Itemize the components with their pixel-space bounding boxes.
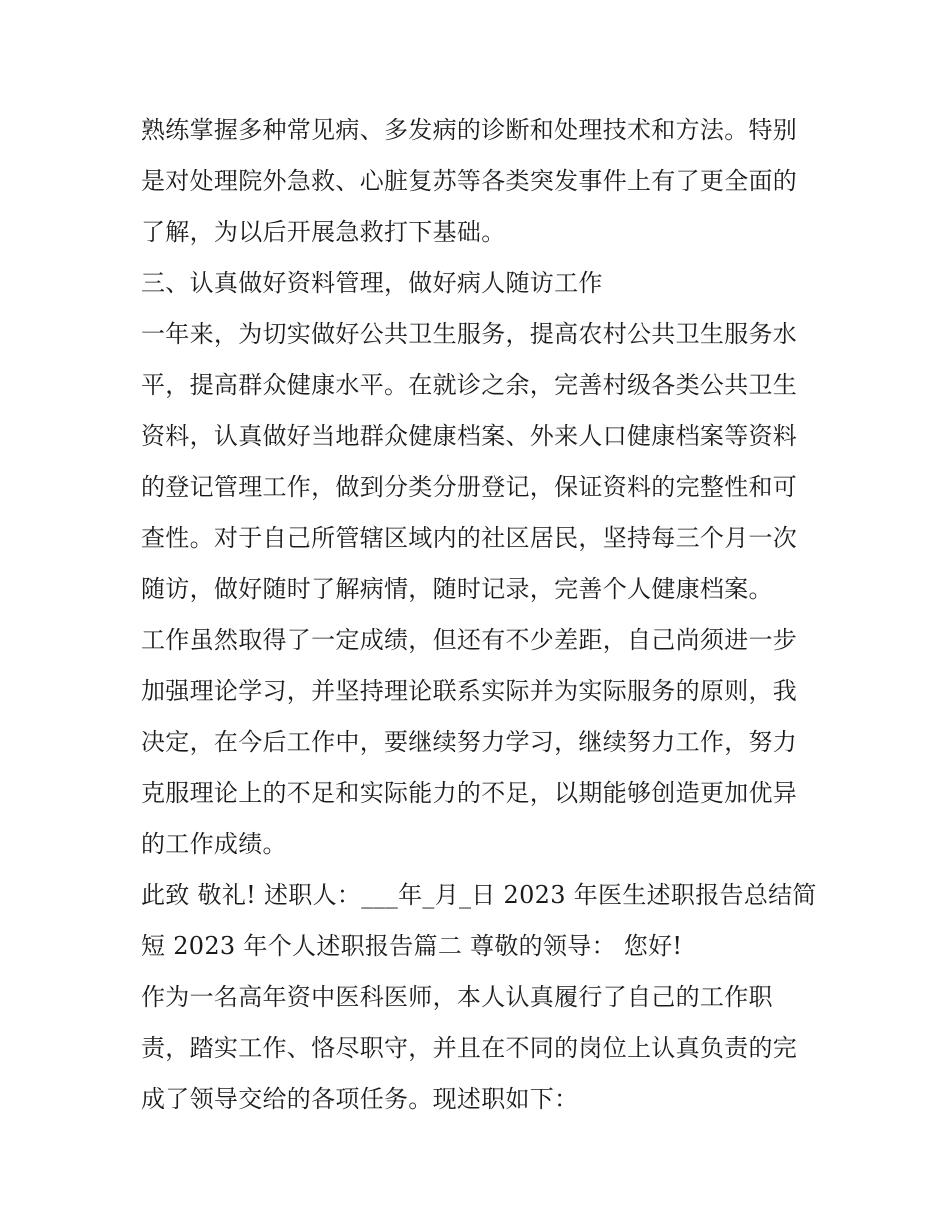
text-line: 作为一名高年资中医科医师，本人认真履行了自己的工作职 (141, 983, 773, 1011)
body-text (141, 105, 821, 1125)
text-line: 工作虽然取得了一定成绩，但还有不少差距，自己尚须进一步 (141, 626, 798, 654)
text-line: 加强理论学习，并坚持理论联系实际并为实际服务的原则，我 (141, 677, 798, 705)
text-line: 此致 敬礼! 述职人：___年_月_日 2023 年医生述职报告总结简 (141, 881, 817, 909)
text-line: 了解，为以后开展急救打下基础。 (141, 218, 506, 246)
text-line: 责，踏实工作、恪尽职守，并且在不同的岗位上认真负责的完 (141, 1034, 798, 1062)
text-line: 决定，在今后工作中，要继续努力学习，继续努力工作，努力 (141, 728, 798, 756)
text-line: 是对处理院外急救、心脏复苏等各类突发事件上有了更全面的 (141, 167, 798, 195)
text-line: 一年来，为切实做好公共卫生服务，提高农村公共卫生服务水 (141, 320, 798, 348)
text-line: 的登记管理工作，做到分类分册登记，保证资料的完整性和可 (141, 473, 798, 501)
text-line: 资料，认真做好当地群众健康档案、外来人口健康档案等资料 (141, 422, 798, 450)
text-line: 成了领导交给的各项任务。现述职如下： (141, 1085, 579, 1113)
section-heading: 三、认真做好资料管理，做好病人随访工作 (141, 269, 603, 297)
text-line: 平，提高群众健康水平。在就诊之余，完善村级各类公共卫生 (141, 371, 798, 399)
text-line: 克服理论上的不足和实际能力的不足，以期能够创造更加优异 (141, 779, 798, 807)
text-line: 查性。对于自己所管辖区域内的社区居民，坚持每三个月一次 (141, 524, 798, 552)
text-line: 熟练掌握多种常见病、多发病的诊断和处理技术和方法。特别 (141, 116, 798, 144)
text-line: 的工作成绩。 (141, 830, 287, 858)
text-line: 随访，做好随时了解病情，随时记录，完善个人健康档案。 (141, 575, 773, 603)
text-line: 短 2023 年个人述职报告篇二 尊敬的领导： 您好! (141, 932, 683, 960)
